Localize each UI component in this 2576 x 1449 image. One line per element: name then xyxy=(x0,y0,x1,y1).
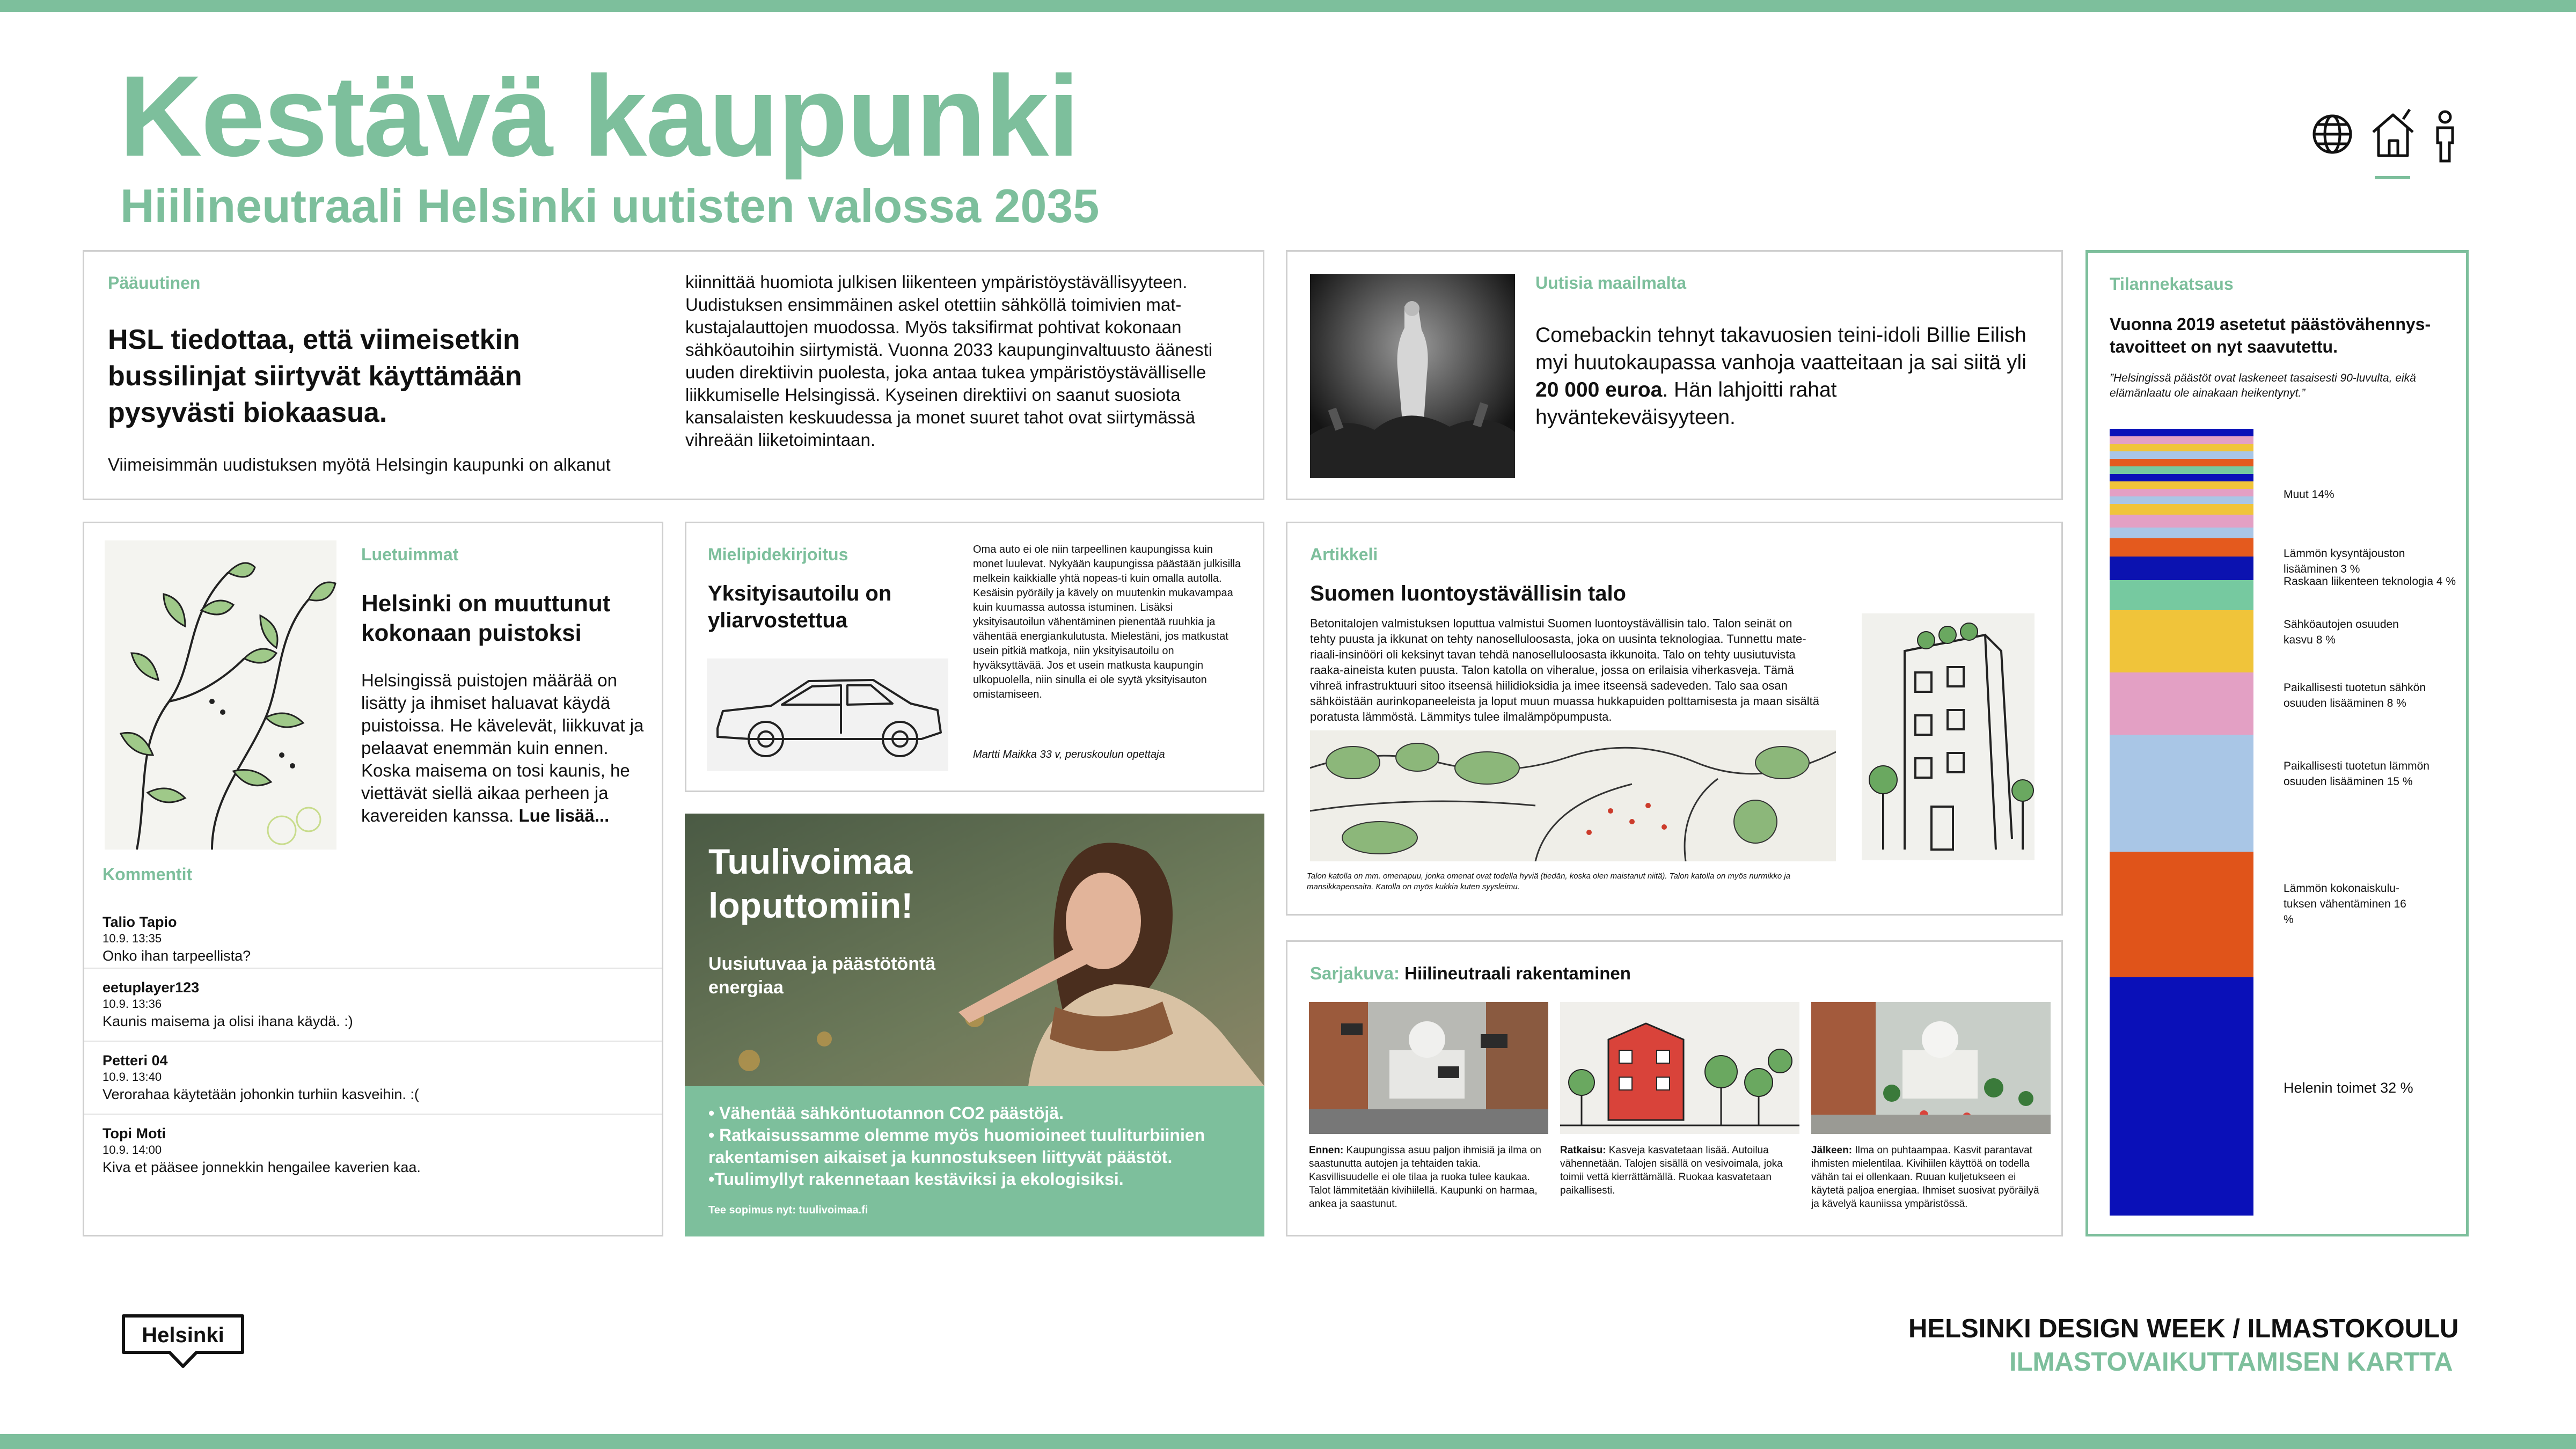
segment-label: Paikallisesti tuotetun lämmön osuuden lisääminen 15 % xyxy=(2284,760,2429,788)
other-stripe xyxy=(2110,436,2253,444)
other-stripe xyxy=(2110,474,2253,481)
emission-stacked-bar xyxy=(2110,429,2456,1216)
world-news-amount: 20 000 euroa xyxy=(1535,378,1663,401)
bottom-accent-bar xyxy=(0,1434,2576,1449)
comment-item xyxy=(84,904,662,977)
heat-demand-segment xyxy=(2110,538,2253,557)
other-stripe xyxy=(2110,444,2253,451)
world-news-text xyxy=(1535,321,2035,431)
comment-author: Talio Tapio xyxy=(103,914,177,930)
comic-title: Hiilineutraali rakentaminen xyxy=(1399,963,1631,983)
helen-segment xyxy=(2110,977,2253,1216)
comic-caption-title: Ennen: xyxy=(1309,1145,1344,1156)
ad-footer-link[interactable]: Tee sopimus nyt: tuulivoimaa.fi xyxy=(708,1204,868,1216)
other-stripe xyxy=(2110,515,2253,528)
comic-frame-before xyxy=(1309,1002,1548,1134)
footer-map-title: ILMASTOVAIKUTTAMISEN KARTTA xyxy=(2009,1348,2453,1377)
comment-text: Kiva et pääsee jonnekkin hengailee kaverien kaa. xyxy=(103,1159,421,1175)
comic-label-prefix: Sarjakuva: xyxy=(1310,963,1400,983)
comment-time: 10.9. 14:00 xyxy=(103,1143,162,1157)
comic-caption-text: Kasveja kasvatetaan lisää. Autoilua vähennetään. Talojen sisällä on vesivoimala, joka toimii vettä kierrättämällä. Ruokaa kasvatetaan paikallisesti. xyxy=(1560,1145,1783,1196)
comment-time: 10.9. 13:40 xyxy=(103,1070,162,1084)
most-read-label: Luetuimmat xyxy=(361,545,459,564)
comic-caption-title: Jälkeen: xyxy=(1811,1145,1853,1156)
comment-text: Verorahaa käytetään johonkin turhiin kasveihin. :( xyxy=(103,1086,419,1102)
comment-author: Petteri 04 xyxy=(103,1052,168,1069)
comment-item xyxy=(84,968,662,1041)
comment-time: 10.9. 13:35 xyxy=(103,932,162,945)
ad-subheadline: Uusiutuvaa ja päästötöntä energiaa xyxy=(708,954,936,998)
comment-author: Topi Moti xyxy=(103,1125,166,1141)
opinion-signature: Martti Maikka 33 v, peruskoulun opettaja xyxy=(973,749,1165,760)
read-more-link[interactable]: Lue lisää... xyxy=(518,806,610,825)
status-panel xyxy=(2085,250,2469,1236)
comment-time: 10.9. 13:36 xyxy=(103,997,162,1011)
active-tab-indicator xyxy=(2375,176,2410,179)
article-panel xyxy=(1286,522,2063,916)
ad-bullet: • Ratkaisussamme olemme myös huomioineet tuuliturbiinien rakentamisen aikaiset ja kunnostukseen liittyvät päästöt. xyxy=(708,1125,1205,1167)
segment-label: Muut 14% xyxy=(2284,488,2334,501)
comic-caption-title: Ratkaisu: xyxy=(1560,1145,1606,1156)
comic-caption-before xyxy=(1309,1144,1545,1211)
article-caption: Talon katolla on mm. omenapuu, jonka omenat ovat todella hyviä (tiedän, koska olen maistanut niitä). Talon katolla on myös nurmikko ja mansikkapensaita. Katolla on myös kukkia kuten syysleimu. xyxy=(1307,872,1791,891)
helsinki-logo[interactable] xyxy=(121,1314,245,1368)
segment-label: Paikallisesti tuotetun sähkön osuuden lisääminen 8 % xyxy=(2284,682,2426,709)
ad-bullets xyxy=(708,1102,1245,1190)
comic-panel xyxy=(1286,940,2063,1236)
comment-item xyxy=(84,1041,662,1114)
plant-drawing xyxy=(105,540,336,850)
other-stripe xyxy=(2110,459,2253,466)
house-icon[interactable] xyxy=(2369,106,2417,160)
main-news-label: Pääuutinen xyxy=(108,273,201,292)
comic-frame-after xyxy=(1811,1002,2051,1134)
main-news-headline[interactable]: HSL tiedottaa, että viimeisetkin bussilinjat siirtyvät käyttämään pysyvästi biokaasua. xyxy=(108,324,522,428)
segment-label: Lämmön kysyntäjouston lisääminen 3 % xyxy=(2284,547,2405,575)
other-stripe xyxy=(2110,496,2253,504)
world-news-text-end: . Hän lahjoitti rahat hyväntekeväisyyteen. xyxy=(1535,378,1837,429)
most-read-text: Helsingissä puistojen määrää on lisätty ja ihmiset haluavat käydä puistoissa. He kävelevät, liikkuvat ja pelaavat enemmän kuin ennen. Koska maisema on tosi kaunis, he viettävät siellä aikaa perheen ja kavereiden kanssa. xyxy=(361,670,644,825)
segment-label: Sähköautojen osuuden kasvu 8 % xyxy=(2284,618,2399,646)
comic-caption-text: Ilma on puhtaampaa. Kasvit parantavat ihmisten mielentilaa. Kivihiilen käyttöä on todella vähän tai ei ollenkaan. Ruuan kuljetukseen ei käytetä paljoa energiaa. Ihmiset suosivat pyöräilyä ja kävelyä kauniissa ympäristössä. xyxy=(1811,1145,2039,1210)
status-label: Tilannekatsaus xyxy=(2110,274,2234,294)
most-read-body xyxy=(361,669,651,827)
heavy-traffic-segment xyxy=(2110,580,2253,610)
page-subtitle: Hiilineutraali Helsinki uutisten valossa 2035 xyxy=(120,179,1100,232)
ad-bullet: •Tuulimyllyt rakennetaan kestäviksi ja ekologisiksi. xyxy=(708,1169,1124,1189)
comic-caption-solution xyxy=(1560,1144,1796,1197)
other-stripe xyxy=(2110,528,2253,538)
comments-label: Kommentit xyxy=(103,865,193,884)
wind-power-ad[interactable] xyxy=(685,814,1264,1236)
comic-caption-text: Kaupungissa asuu paljon ihmisiä ja ilma on saastunutta autojen ja tehtaiden takia. Kasvillisuudelle ei ole tilaa ja ruoka tulee kaukaa. Talot lämmitetään kivihiilellä. Kaupunki on harmaa, ankea ja saastunut. xyxy=(1309,1145,1541,1210)
other-stripe xyxy=(2110,504,2253,515)
comic-label xyxy=(1310,963,1631,984)
other-stripe xyxy=(2110,451,2253,459)
concert-photo xyxy=(1310,274,1515,478)
comic-caption-after xyxy=(1811,1144,2047,1211)
other-stripe xyxy=(2110,466,2253,474)
world-news-label: Uutisia maailmalta xyxy=(1535,273,1686,292)
other-stripe xyxy=(2110,429,2253,436)
top-accent-bar xyxy=(0,0,2576,12)
comment-author: eetuplayer123 xyxy=(103,979,200,996)
opinion-headline[interactable]: Yksityisautoilu on yliarvostettua xyxy=(708,582,892,632)
ad-bullet: • Vähentää sähköntuotannon CO2 päästöjä. xyxy=(708,1103,1064,1123)
comment-text: Onko ihan tarpeellista? xyxy=(103,948,251,964)
eco-house-drawing xyxy=(1862,613,2035,860)
world-news-panel xyxy=(1286,250,2063,500)
main-news-body: kiinnittää huomiota julkisen liikenteen ympäristöystävällisyyteen. Uudistuksen ensimmäinen askel otettiin sähköllä toimivien mat-kustajalauttojen muodossa. Myös taksifirmat pohtivat kokonaan sähköautoihin siirtymistä. Vuonna 2033 kaupunginvaltuusto äänesti uuden direktiivin puolesta, joka antaa tukea ympäristöystävälliselle liikkumiselle Helsingissä. Kyseinen direktiivi on saanut suosiota kansalaisten keskuudessa ja monet suuret tahot ovat siirtymässä vihreään liiketoimintaan. xyxy=(685,272,1213,450)
article-body: Betonitalojen valmistuksen loputtua valmistui Suomen luontoystävällisin talo. Talon seinät on tehty puusta ja ikkunat on tehty nanoselluloosasta, joka on uusinta teknologiaa. Tunnettu mate-riaali-insinööri oli keksinyt tavan tehdä nanoselluloosasta ikkunoita. Talo on tehty uusiutuvista raaka-aineista kuten puusta. Talon katolla on viheralue, jossa on erilaisia viherkasveja. Tämä vihreä infrastruktuuri sitoo itseensä hiilidioksidia ja imee itseensä sadeveden. Talo saa osan sähköistään aurinkopaneeleista ja loput muun muassa hukkapuiden polttamisesta ja maan sisältä poratusta lämmöstä. Lämmitys tulee ilmalämpöpumpusta. xyxy=(1310,617,1820,723)
opinion-label: Mielipidekirjoitus xyxy=(708,545,848,564)
car-drawing xyxy=(707,658,948,771)
local-heat-segment xyxy=(2110,735,2253,852)
most-read-headline[interactable]: Helsinki on muuttunut kokonaan puistoksi xyxy=(361,590,611,646)
article-headline[interactable]: Suomen luontoystävällisin talo xyxy=(1310,582,1626,605)
heat-demand-segment xyxy=(2110,557,2253,580)
status-quote: ”Helsingissä päästöt ovat laskeneet tasaisesti 90-luvulta, eikä elämänlaatu ole ainakaan heikentynyt.” xyxy=(2110,372,2416,399)
other-stripe xyxy=(2110,481,2253,489)
local-electricity-segment xyxy=(2110,672,2253,735)
heat-total-segment xyxy=(2110,852,2253,977)
footer-event: HELSINKI DESIGN WEEK / ILMASTOKOULU xyxy=(1908,1314,2459,1343)
main-news-panel xyxy=(83,250,1264,500)
globe-icon[interactable] xyxy=(2311,113,2354,156)
opinion-panel xyxy=(685,522,1264,792)
comment-text: Kaunis maisema ja olisi ihana käydä. :) xyxy=(103,1013,353,1029)
main-news-lead: Viimeisimmän uudistuksen myötä Helsingin kaupunki on alkanut xyxy=(108,455,611,474)
article-label: Artikkeli xyxy=(1310,545,1378,564)
status-headline: Vuonna 2019 asetetut päästövähennys-tavoitteet on nyt saavutettu. xyxy=(2110,314,2431,356)
ev-segment xyxy=(2110,610,2253,672)
person-icon[interactable] xyxy=(2431,109,2459,163)
comment-item xyxy=(84,1114,662,1187)
logo-text: Helsinki xyxy=(142,1323,224,1347)
page-title: Kestävä kaupunki xyxy=(119,52,1079,180)
world-news-text-start: Comebackin tehnyt takavuosien teini-idoli Billie Eilish myi huutokaupassa vanhoja vaatteitaan ja sai siitä yli xyxy=(1535,324,2026,374)
opinion-body: Oma auto ei ole niin tarpeellinen kaupungissa kuin monet luulevat. Nykyään kaupungissa päästään julkisilla melkein kaikkialle yhtä nopeas-ti kuin omalla autolla. Kesäisin pyöräily ja kävely on muutenkin mukavampaa kuin kuumassa autossa istuminen. Lisäksi yksityisautoilun vähentäminen pienentää ruuhkia ja vähentää energiankulutusta. Mielestäni, jos matkustat usein pitkiä matkoja, niin yksityisautoilu on hyväksyttävää. Jos et usein matkusta kaupungin ulkopuolella, niin sinulla ei ole syytä yksityisauton omistamiseen. xyxy=(973,544,1241,700)
segment-label: Helenin toimet 32 % xyxy=(2284,1080,2413,1096)
other-stripe xyxy=(2110,489,2253,496)
comic-frame-solution xyxy=(1560,1002,1799,1134)
most-read-panel xyxy=(83,522,663,1236)
segment-label: Raskaan liikenteen teknologia 4 % xyxy=(2284,575,2456,588)
segment-label: Lämmön kokonaiskulu-tuksen vähentäminen 16 % xyxy=(2284,882,2406,926)
ad-headline: Tuulivoimaa loputtomiin! xyxy=(708,841,913,925)
landscape-drawing xyxy=(1310,730,1836,861)
